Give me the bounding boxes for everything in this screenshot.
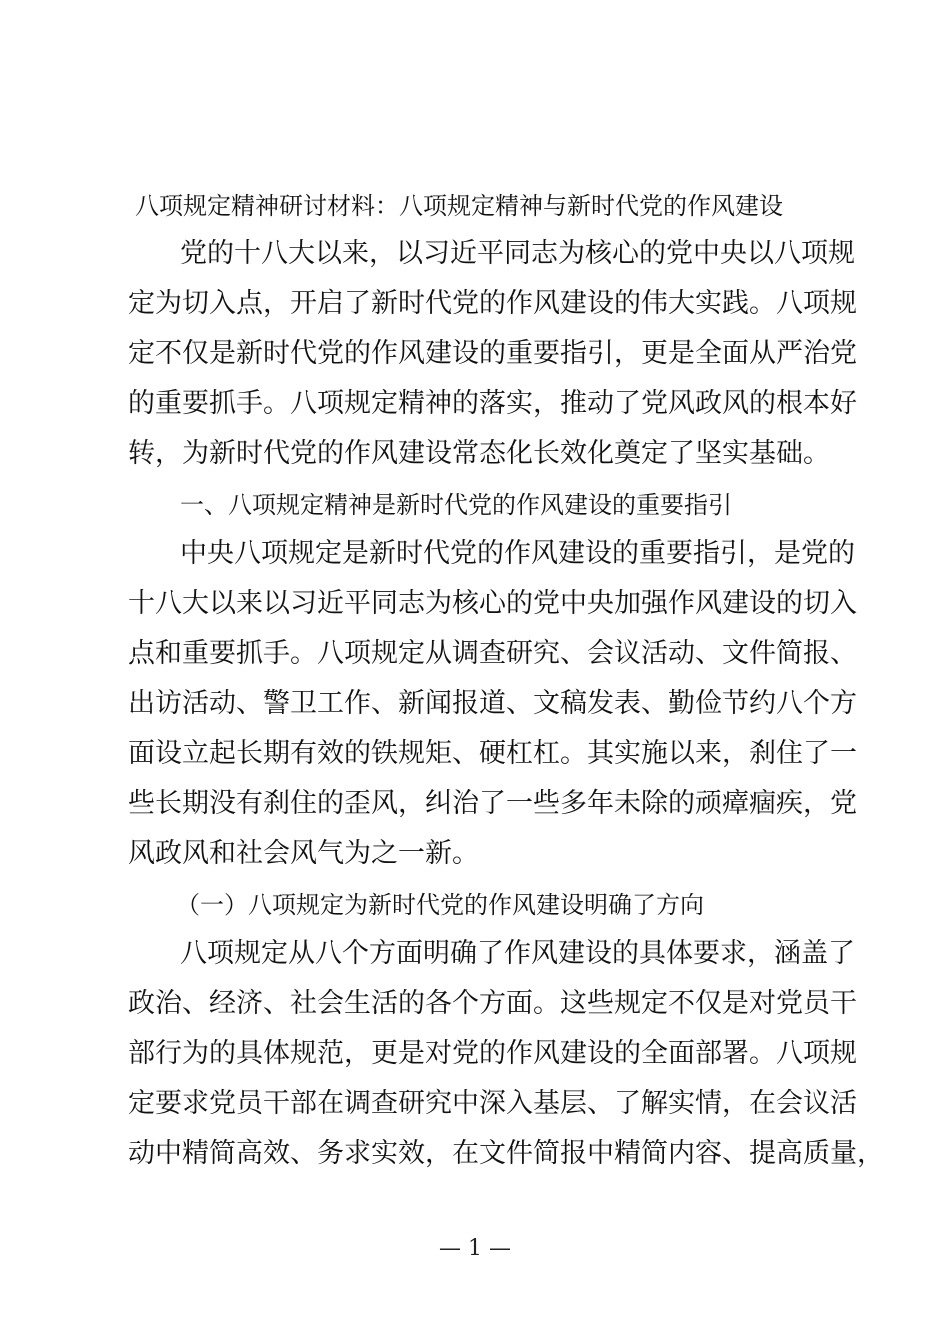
paragraph-line: 八项规定从八个方面明确了作风建设的具体要求，涵盖了 xyxy=(180,938,855,969)
document-title: 八项规定精神研讨材料：八项规定精神与新时代党的作风建设 xyxy=(135,192,783,220)
paragraph-line: 转，为新时代党的作风建设常态化长效化奠定了坚实基础。 xyxy=(128,438,830,469)
paragraph-line: 定不仅是新时代党的作风建设的重要指引，更是全面从严治党 xyxy=(128,338,857,369)
paragraph-line: 定为切入点，开启了新时代党的作风建设的伟大实践。八项规 xyxy=(128,288,857,319)
paragraph-line: 政治、经济、社会生活的各个方面。这些规定不仅是对党员干 xyxy=(128,988,857,1019)
paragraph-line: 面设立起长期有效的铁规矩、硬杠杠。其实施以来，刹住了一 xyxy=(128,738,857,769)
paragraph-line: 的重要抓手。八项规定精神的落实，推动了党风政风的根本好 xyxy=(128,388,857,419)
section-heading: 一、八项规定精神是新时代党的作风建设的重要指引 xyxy=(180,491,732,519)
paragraph-line: 风政风和社会风气为之一新。 xyxy=(128,838,479,869)
paragraph-line: 中央八项规定是新时代党的作风建设的重要指引，是党的 xyxy=(180,538,855,569)
paragraph-line: 动中精简高效、务求实效，在文件简报中精简内容、提高质量， xyxy=(128,1138,884,1169)
paragraph-line: 定要求党员干部在调查研究中深入基层、了解实情，在会议活 xyxy=(128,1088,857,1119)
paragraph-line: 点和重要抓手。八项规定从调查研究、会议活动、文件简报、 xyxy=(128,638,857,669)
subsection-heading: （一）八项规定为新时代党的作风建设明确了方向 xyxy=(176,891,704,919)
page-number: — 1 — xyxy=(439,1236,511,1261)
paragraph-line: 十八大以来以习近平同志为核心的党中央加强作风建设的切入 xyxy=(128,588,857,619)
paragraph-line: 些长期没有刹住的歪风，纠治了一些多年未除的顽瘴痼疾，党 xyxy=(128,788,857,819)
paragraph-line: 部行为的具体规范，更是对党的作风建设的全面部署。八项规 xyxy=(128,1038,857,1069)
paragraph-line: 出访活动、警卫工作、新闻报道、文稿发表、勤俭节约八个方 xyxy=(128,688,857,719)
paragraph-line: 党的十八大以来，以习近平同志为核心的党中央以八项规 xyxy=(180,238,855,269)
